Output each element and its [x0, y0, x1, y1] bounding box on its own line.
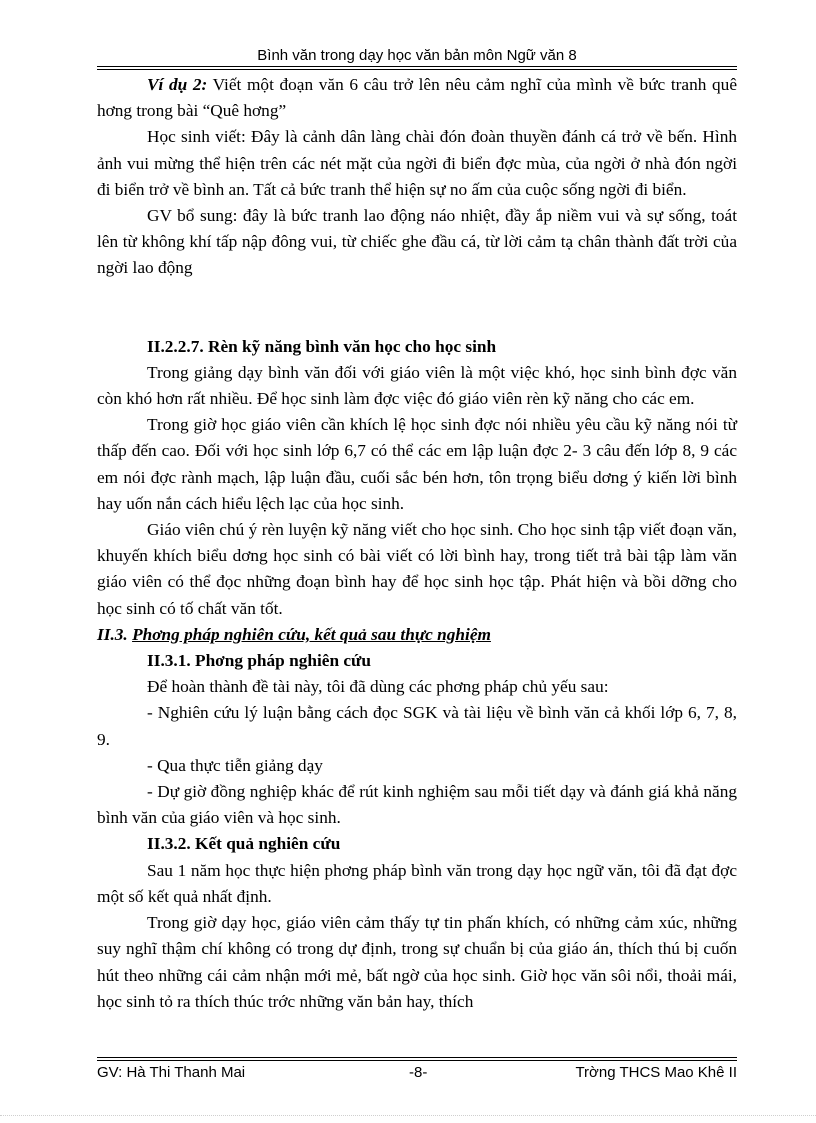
header-rule	[97, 66, 737, 67]
teacher-adds-paragraph: GV bổ sung: đây là bức tranh lao động náo nhiệt, đầy ắp niềm vui và sự sống, toát lên từ không khí tấp nập đông vui, từ chiếc ghe đầu cá, từ lời cảm tạ chân thành đất trời của ngời lao động	[97, 206, 737, 278]
page-bottom-dots	[0, 1115, 816, 1116]
paragraph-c: Giáo viên chú ý rèn luyện kỹ năng viết cho học sinh. Cho học sinh tập viết đoạn văn, khuyến khích biểu dơng học sinh có bài viết có lời bình hay, trong tiết trả bài tập làm văn giáo viên có thể đọc những đoạn bình hay để học sinh học tập. Phát hiện và bồi dỡng cho học sinh có tố chất văn tốt.	[97, 520, 737, 618]
footer-rule	[97, 1057, 737, 1058]
page-number: -8-	[409, 1064, 428, 1081]
bullet-2: - Qua thực tiễn giảng dạy	[147, 755, 323, 775]
footer-school: Trờng THCS Mao Khê II	[575, 1064, 737, 1081]
page-footer	[97, 1064, 737, 1084]
bullet-3: - Dự giờ đồng nghiệp khác để rút kinh nghiệm sau mỗi tiết dạy và đánh giá khả năng bình văn của giáo viên và học sinh.	[97, 782, 737, 828]
heading-3-2: II.3.2. Kết quả nghiên cứu	[147, 834, 341, 854]
paragraph-e: Sau 1 năm học thực hiện phơng pháp bình văn trong dạy học ngữ văn, tôi đã đạt đợc một số kết quả nhất định.	[97, 860, 737, 906]
heading-2-2-7: II.2.2.7. Rèn kỹ năng bình văn học cho học sinh	[147, 336, 497, 356]
bullet-1: - Nghiên cứu lý luận bằng cách đọc SGK và tài liệu về bình văn cả khối lớp 6, 7, 8, 9.	[97, 703, 737, 749]
footer-author: GV: Hà Thi Thanh Mai	[97, 1064, 246, 1081]
paragraph-d: Để hoàn thành đề tài này, tôi đã dùng các phơng pháp chủ yếu sau:	[147, 677, 609, 697]
section-3-heading	[97, 622, 737, 648]
paragraph-f: Trong giờ dạy học, giáo viên cảm thấy tự tin phấn khích, có những cảm xúc, những suy nghĩ thậm chí không có trong dự định, trong sự chuẩn bị của giáo án, thích thú bị cuốn hút theo những cái cảm nhận mới mẻ, bất ngờ của học sinh. Giờ học văn sôi nổi, thoải mái, học sinh tỏ ra thích thúc trớc những văn bản hay, thích	[97, 913, 737, 1011]
example-paragraph	[97, 72, 737, 124]
example-label: Ví dụ 2:	[147, 75, 208, 94]
footer-rule-thin	[97, 1060, 737, 1061]
page-header: Bình văn trong dạy học văn bản môn Ngữ văn 8	[257, 47, 577, 64]
header-rule-thin	[97, 69, 737, 70]
paragraph-a: Trong giảng dạy bình văn đối với giáo viên là một việc khó, học sinh bình đợc văn còn khó hơn rất nhiều. Để học sinh làm đợc việc đó giáo viên rèn kỹ năng cho các em.	[97, 362, 737, 409]
spacer	[97, 282, 737, 334]
section-3-title: Phơng pháp nghiên cứu, kết quả sau thực nghiệm	[132, 624, 491, 644]
example-text: Viết một đoạn văn 6 câu trở lên nêu cảm nghĩ của mình về bức tranh quê hơng trong bài “Quê hơng”	[97, 75, 737, 121]
section-3-prefix: II.3.	[97, 624, 133, 644]
document-body	[97, 72, 737, 1015]
heading-3-1: II.3.1. Phơng pháp nghiên cứu	[147, 651, 372, 671]
student-writes-paragraph: Học sinh viết: Đây là cảnh dân làng chài đón đoàn thuyền đánh cá trở về bến. Hình ảnh vui mừng thể hiện trên các nét mặt của ngời đi biển đợc mùa, của ngời ở nhà đón ngời đi biển trở về bình an. Tất cả bức tranh thể hiện sự no ấm của cuộc sống ngời đi biển.	[97, 127, 737, 199]
paragraph-b: Trong giờ học giáo viên cần khích lệ học sinh đợc nói nhiều yêu cầu kỹ năng nói từ thấp đến cao. Đối với học sinh lớp 6,7 có thể các em lập luận đợc 2- 3 câu đến lớp 8, 9 các em nói đợc rành mạch, lập luận đầu, cuối sắc bén hơn, tôn trọng biểu dơng ý kiến lời bình hay uốn nắn cách hiểu lệch lạc của học sinh.	[97, 415, 737, 513]
